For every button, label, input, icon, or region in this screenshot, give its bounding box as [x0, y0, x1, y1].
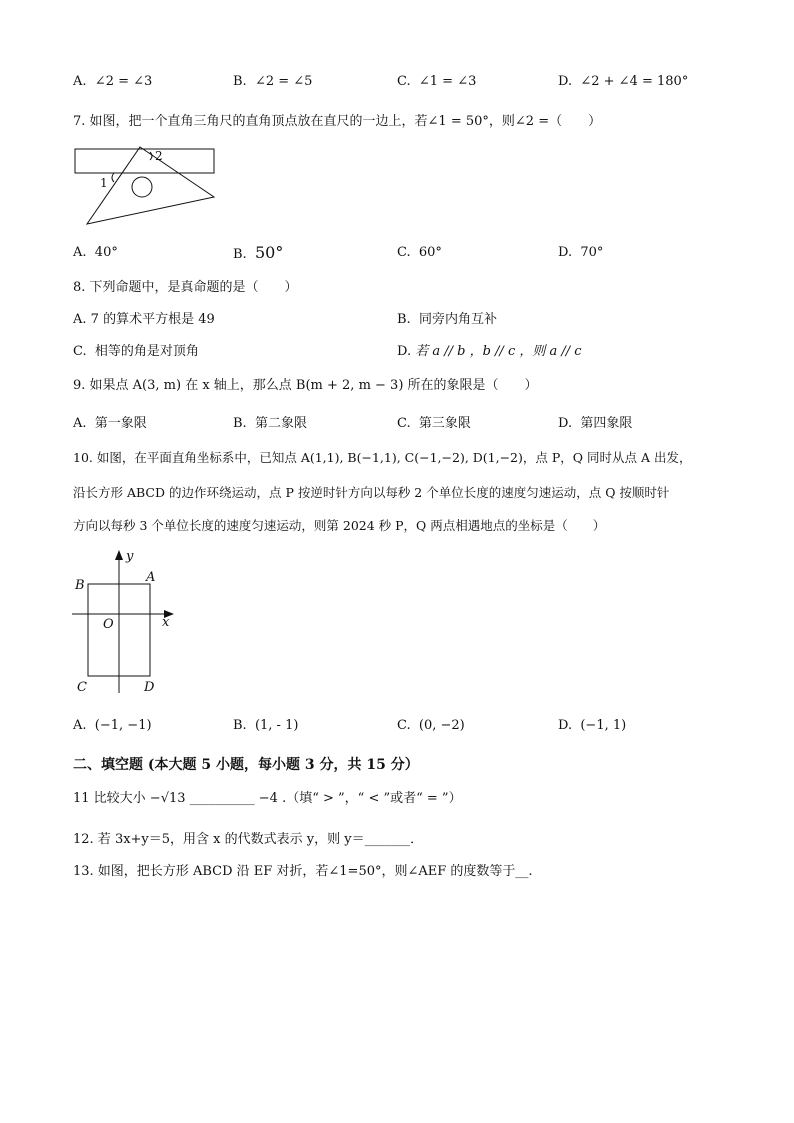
q11-stem: 11 比较大小 −√13 __________ −4 .（填“ > ”，“ < ”或者“ = ”） — [73, 791, 462, 806]
point-label-d: D — [144, 680, 155, 695]
option-letter: D. — [397, 344, 412, 359]
axis-label-y: y — [126, 549, 134, 564]
q9-option-c — [397, 412, 471, 431]
option-letter: C. — [397, 74, 411, 89]
ruler — [75, 149, 214, 173]
option-text: (−1, −1) — [94, 718, 152, 733]
q8-option-d — [397, 340, 582, 359]
q7-option-a — [73, 245, 118, 260]
origin-label: O — [103, 617, 114, 632]
q10-figure — [70, 548, 190, 698]
q7-option-b — [233, 243, 283, 262]
option-letter: D. — [558, 416, 573, 431]
q10-line2: 沿长方形 ABCD 的边作环绕运动，点 P 按逆时针方向以每秒 2 个单位长度的速度匀速运动，点 Q 按顺时针 — [73, 485, 670, 500]
option-text: ∠2 + ∠4 = 180° — [580, 74, 689, 89]
option-text: 第一象限 — [94, 416, 147, 431]
option-text: (−1, 1) — [580, 718, 627, 733]
q8-option-a — [73, 308, 215, 327]
option-letter: A. — [73, 312, 87, 327]
option-text: 60° — [418, 245, 442, 260]
option-letter: D. — [558, 74, 573, 89]
option-letter: C. — [397, 416, 411, 431]
option-letter: D. — [558, 245, 573, 260]
q7-option-d — [558, 245, 603, 260]
q10-option-c — [397, 718, 465, 733]
q10-option-b — [233, 718, 298, 733]
angle-label-2: 2 — [155, 149, 163, 163]
q10-line1: 10. 如图，在平面直角坐标系中，已知点 A(1,1), B(−1,1), C(−1,−2), D(1,−2)，点 P，Q 同时从点 A 出发， — [73, 450, 692, 465]
option-letter: D. — [558, 718, 573, 733]
section-heading-fill-in: 二、填空题 (本大题 5 小题，每小题 3 分，共 15 分） — [73, 757, 419, 773]
option-letter: C. — [397, 718, 411, 733]
option-letter: B. — [397, 312, 411, 327]
point-label-c: C — [77, 680, 87, 695]
option-text: 7 的算术平方根是 49 — [90, 312, 215, 327]
q10-option-a — [73, 718, 152, 733]
q6-option-c — [397, 74, 476, 89]
q8-option-b — [397, 308, 497, 327]
q6-option-b — [233, 74, 312, 89]
option-letter: C. — [73, 344, 87, 359]
option-text: 第四象限 — [580, 416, 633, 431]
axis-label-x: x — [162, 615, 170, 630]
option-letter: A. — [73, 74, 87, 89]
q9-stem: 9. 如果点 A(3, m) 在 x 轴上，那么点 B(m + 2, m − 3) 所在的象限是（ ） — [73, 378, 538, 393]
q9-option-a — [73, 412, 147, 431]
option-letter: A. — [73, 416, 87, 431]
option-text: (1, - 1) — [254, 718, 299, 733]
q9-option-d — [558, 412, 632, 431]
option-text: ∠1 = ∠3 — [418, 74, 477, 89]
option-text: (0, −2) — [418, 718, 465, 733]
q13-stem: 13. 如图，把长方形 ABCD 沿 EF 对折，若∠1=50°，则∠AEF 的度数等于__. — [73, 864, 533, 879]
q10-line3: 方向以每秒 3 个单位长度的速度匀速运动，则第 2024 秒 P，Q 两点相遇地点的坐标是（ ） — [73, 518, 606, 533]
option-text: 70° — [580, 245, 604, 260]
option-text: 同旁内角互补 — [418, 312, 497, 327]
option-letter: C. — [397, 245, 411, 260]
angle-mark-2 — [150, 152, 152, 160]
option-letter: A. — [73, 245, 87, 260]
option-letter: B. — [233, 718, 247, 733]
q9-option-b — [233, 412, 307, 431]
option-text: 第二象限 — [254, 416, 307, 431]
q12-stem: 12. 若 3x+y＝5，用含 x 的代数式表示 y，则 y＝_______． — [73, 832, 424, 847]
q10-option-d — [558, 718, 626, 733]
q8-option-c — [73, 340, 199, 359]
triangle-hole — [132, 177, 152, 197]
option-letter: A. — [73, 718, 87, 733]
option-text: ∠2 = ∠5 — [254, 74, 313, 89]
option-letter: B. — [233, 247, 247, 262]
angle-label-1: 1 — [100, 176, 108, 190]
q8-stem: 8. 下列命题中，是真命题的是（ ） — [73, 280, 298, 295]
option-text: 50° — [254, 243, 284, 262]
q7-stem: 7. 如图，把一个直角三角尺的直角顶点放在直尺的一边上，若∠1 = 50°，则∠2 =（ ） — [73, 114, 602, 129]
angle-mark-1 — [112, 173, 114, 182]
option-text: 相等的角是对顶角 — [94, 344, 199, 359]
q6-option-d — [558, 74, 688, 89]
q7-figure — [70, 142, 220, 232]
y-axis-arrow — [115, 550, 123, 560]
option-text: 第三象限 — [418, 416, 471, 431]
point-label-b: B — [75, 578, 85, 593]
option-text: 若 a // b ，b // c ，则 a // c — [415, 344, 582, 359]
point-label-a: A — [146, 570, 156, 585]
q6-option-a — [73, 74, 152, 89]
q7-option-c — [397, 245, 442, 260]
option-text: 40° — [94, 245, 118, 260]
option-letter: B. — [233, 416, 247, 431]
option-letter: B. — [233, 74, 247, 89]
option-text: ∠2 = ∠3 — [94, 74, 153, 89]
